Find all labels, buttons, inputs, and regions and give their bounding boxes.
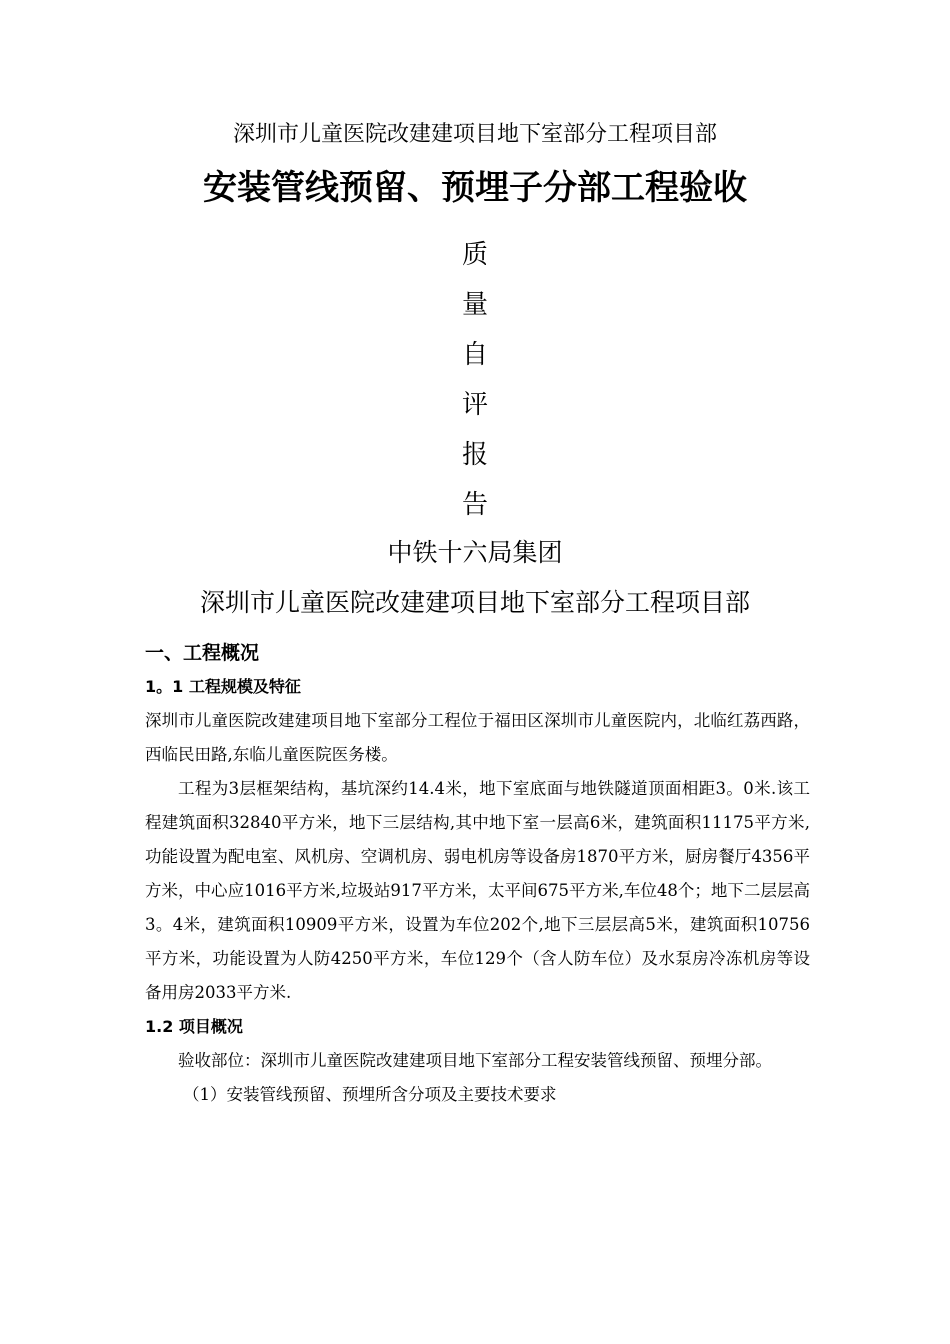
subsection-heading-scale: 1。1 工程规模及特征 [145, 677, 301, 696]
company-name: 中铁十六局集团 [387, 538, 563, 567]
paragraph-structure: 工程为3层框架结构，基坑深约14.4米，地下室底面与地铁隧道顶面相距3。0米.该工程建筑面积32840平方米，地下三层结构,其中地下室一层高6米，建筑面积11175平方米,功能设置为配电室、风机房、空调机房、弱电机房等设备房1870平方米，厨房餐厅4356平方米，中心应1016平方米,垃圾站917平方米，太平间675平方米,车位48个；地下二层层高3。4米，建筑面积10909平方米，设置为车位202个,地下三层层高5米，建筑面积10756平方米，功能设置为人防4250平方米，车位129个（含人防车位）及水泵房冷冻机房等设备用房2033平方米. [145, 779, 810, 1002]
report-type-char: 自 [461, 340, 488, 370]
subsection-heading-overview: 1.2 项目概况 [145, 1017, 243, 1036]
document-title: 安装管线预留、预埋子分部工程验收 [203, 168, 747, 208]
project-name-header: 深圳市儿童医院改建建项目地下室部分工程项目部 [232, 122, 717, 147]
report-type-char: 评 [461, 390, 488, 420]
paragraph-list-item: （1）安装管线预留、预埋所含分项及主要技术要求 [183, 1085, 557, 1104]
section-heading: 一、工程概况 [145, 642, 260, 664]
report-type-char: 报 [461, 440, 488, 470]
report-type-char: 质 [461, 240, 488, 270]
report-type-char: 量 [461, 290, 488, 320]
report-type-char: 告 [461, 490, 488, 520]
paragraph-acceptance-scope: 验收部位：深圳市儿童医院改建建项目地下室部分工程安装管线预留、预埋分部。 [178, 1051, 772, 1070]
paragraph-location: 深圳市儿童医院改建建项目地下室部分工程位于福田区深圳市儿童医院内，北临红荔西路，西临民田路,东临儿童医院医务楼。 [145, 711, 810, 764]
document-body [145, 636, 810, 1112]
report-type-vertical [0, 230, 950, 530]
department-name: 深圳市儿童医院改建建项目地下室部分工程项目部 [199, 588, 750, 617]
